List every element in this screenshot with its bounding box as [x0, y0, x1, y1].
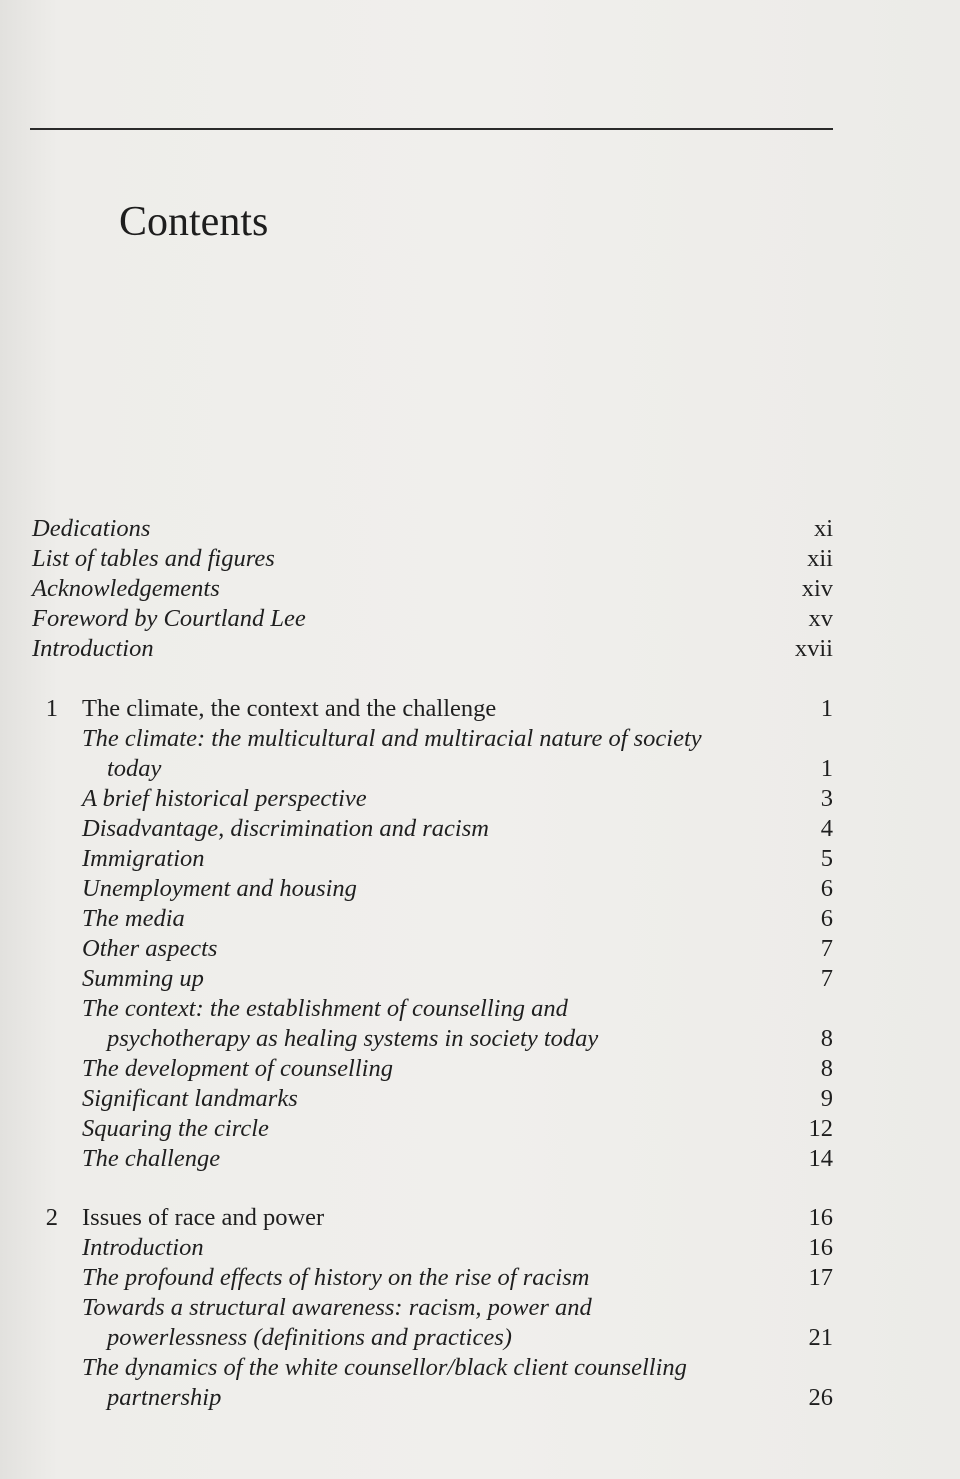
- page-title: Contents: [119, 199, 269, 245]
- section-title-continued: psychotherapy as healing systems in society today: [107, 1025, 599, 1052]
- section-page: 3: [820, 785, 833, 812]
- section-title: Disadvantage, discrimination and racism: [82, 815, 489, 842]
- section-title-continued: today: [107, 755, 162, 782]
- chapter-page: 16: [808, 1204, 833, 1231]
- section-title: Immigration: [82, 845, 205, 872]
- section-title: Other aspects: [82, 935, 218, 962]
- chapter-title: Issues of race and power: [82, 1204, 325, 1231]
- section-page: 8: [820, 1025, 833, 1052]
- section-page: 17: [808, 1264, 833, 1291]
- section-page: 6: [820, 875, 833, 902]
- section-title: Squaring the circle: [82, 1115, 269, 1142]
- section-page: 21: [808, 1324, 833, 1351]
- section-page: 8: [820, 1055, 833, 1082]
- section-title: The development of counselling: [82, 1055, 393, 1082]
- section-page: 7: [820, 965, 833, 992]
- toc-entry-title: Dedications: [32, 515, 151, 542]
- toc-entry-page: xii: [807, 545, 833, 572]
- section-page: 6: [820, 905, 833, 932]
- section-title: A brief historical perspective: [82, 785, 367, 812]
- section-page: 5: [820, 845, 833, 872]
- section-page: 7: [820, 935, 833, 962]
- section-page: 26: [808, 1384, 833, 1411]
- section-page: 1: [820, 755, 833, 782]
- toc-entry-title: Foreword by Courtland Lee: [32, 605, 306, 632]
- toc-entry-title: Introduction: [32, 635, 154, 662]
- section-page: 16: [808, 1234, 833, 1261]
- section-title: The profound effects of history on the rise of racism: [82, 1264, 590, 1291]
- section-title: Unemployment and housing: [82, 875, 357, 902]
- section-title: The challenge: [82, 1145, 221, 1172]
- toc-entry-page: xiv: [801, 575, 833, 602]
- chapter-page: 1: [820, 695, 833, 722]
- section-page: 4: [820, 815, 833, 842]
- section-title: The media: [82, 905, 185, 932]
- section-page: 9: [820, 1085, 833, 1112]
- section-title: The climate: the multicultural and multiracial nature of society: [82, 725, 702, 752]
- toc-entry-page: xi: [813, 515, 833, 542]
- chapter-number: 1: [45, 695, 58, 722]
- section-title: Significant landmarks: [82, 1085, 298, 1112]
- section-title: The context: the establishment of counselling and: [82, 995, 568, 1022]
- section-title: Towards a structural awareness: racism, power and: [82, 1294, 592, 1321]
- toc-entry-title: Acknowledgements: [32, 575, 220, 602]
- toc-entry-page: xvii: [794, 635, 833, 662]
- section-title-continued: powerlessness (definitions and practices): [107, 1324, 512, 1351]
- section-page: 12: [808, 1115, 833, 1142]
- section-page: 14: [808, 1145, 833, 1172]
- section-title: Introduction: [82, 1234, 204, 1261]
- chapter-number: 2: [45, 1204, 58, 1231]
- toc-entry-page: xv: [808, 605, 833, 632]
- chapter-title: The climate, the context and the challenge: [82, 695, 497, 722]
- section-title-continued: partnership: [107, 1384, 222, 1411]
- section-title: Summing up: [82, 965, 204, 992]
- toc-entry-title: List of tables and figures: [32, 545, 275, 572]
- section-title: The dynamics of the white counsellor/black client counselling: [82, 1354, 687, 1381]
